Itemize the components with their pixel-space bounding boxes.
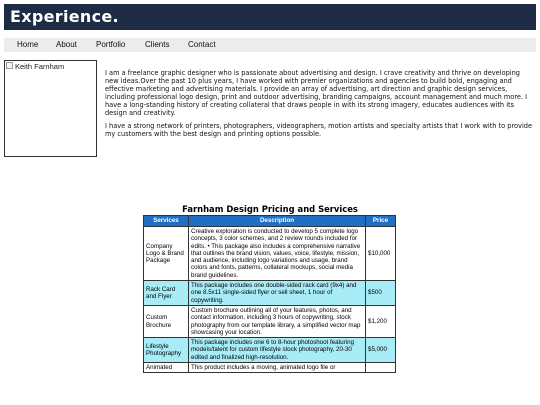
table-row bbox=[144, 281, 396, 306]
profile-photo-alt: Keith Farnham bbox=[15, 62, 65, 71]
column-header-description: Description bbox=[189, 216, 366, 227]
broken-image-icon bbox=[6, 62, 13, 69]
pricing-title: Farnham Design Pricing and Services bbox=[182, 204, 358, 214]
service-cell: Animated bbox=[144, 363, 189, 373]
nav-item-clients[interactable]: Clients bbox=[145, 40, 170, 49]
nav-item-home[interactable]: Home bbox=[17, 40, 39, 49]
table-row bbox=[144, 338, 396, 363]
bio-paragraph: I have a strong network of printers, photographers, videographers, motion artists and specialty artists that I work with to provide my customers with the best design and printing options possible. bbox=[105, 122, 533, 139]
site-header bbox=[4, 4, 536, 30]
service-cell: Company Logo & Brand Package bbox=[144, 227, 189, 281]
price-cell: $500 bbox=[366, 281, 396, 306]
bio-section bbox=[105, 70, 535, 145]
table-header-row bbox=[144, 216, 396, 227]
service-cell: Custom Brochure bbox=[144, 305, 189, 337]
bio-paragraph: I am a freelance graphic designer who is passionate about advertising and design. I crave creativity and thrive on developing new ideas.Over the past 10 plus years, I have worked with premier organizations and agencies to build bold, engaging and effective marketing and advertising materials. I provide an array of advertising, art direction and graphic design services, including professional logo design, print and outdoor advertising, branding campaigns, account management and much more. I have a long-standing history of creating collateral that draws people in with its strong imagery, educates audiences with its design and creativity. bbox=[105, 69, 528, 117]
pricing-table bbox=[143, 215, 396, 373]
table-row bbox=[144, 227, 396, 281]
service-cell: Rack Card and Flyer bbox=[144, 281, 189, 306]
nav-item-about[interactable]: About bbox=[56, 40, 77, 49]
column-header-price: Price bbox=[366, 216, 396, 227]
table-row bbox=[144, 363, 396, 373]
price-cell: $10,000 bbox=[366, 227, 396, 281]
nav-item-portfolio[interactable]: Portfolio bbox=[96, 40, 126, 49]
nav-item-contact[interactable]: Contact bbox=[188, 40, 216, 49]
price-cell: $1,200 bbox=[366, 305, 396, 337]
description-cell: Creative exploration is conducted to develop 5 complete logo concepts, 3 color schemes, and 2 review rounds included for edits. • This package also includes a comprehensive narrative that outlines the brand vision, values, voice, lifestyle, mission, and audience, including logo variations and usage, brand colors and fonts, patterns, collateral mockups, social media brand guidelines. bbox=[189, 227, 366, 281]
column-header-services: Services bbox=[144, 216, 189, 227]
price-cell bbox=[366, 363, 396, 373]
nav-bar bbox=[4, 38, 536, 52]
description-cell: This package includes one 6 to 8-hour photoshoot featuring models/talent for custom lifestyle stock photography, 20-30 edited and finalized high-resolution. bbox=[189, 338, 366, 363]
price-cell: $5,000 bbox=[366, 338, 396, 363]
profile-photo bbox=[4, 60, 97, 157]
description-cell: This package includes one double-sided rack card (9x4) and one 8.5x11 single-sided flyer or sell sheet, 1 hour of copywriting. bbox=[189, 281, 366, 306]
service-cell: Lifestyle Photography bbox=[144, 338, 189, 363]
site-title: Experience. bbox=[10, 7, 119, 26]
description-cell: Custom brochure outlining all of your features, photos, and contact information, including 3 hours of copywriting, stock photography from our template library, a simplified vector map showcasing your location. bbox=[189, 305, 366, 337]
table-row bbox=[144, 305, 396, 337]
description-cell: This product includes a moving, animated logo file or bbox=[189, 363, 366, 373]
